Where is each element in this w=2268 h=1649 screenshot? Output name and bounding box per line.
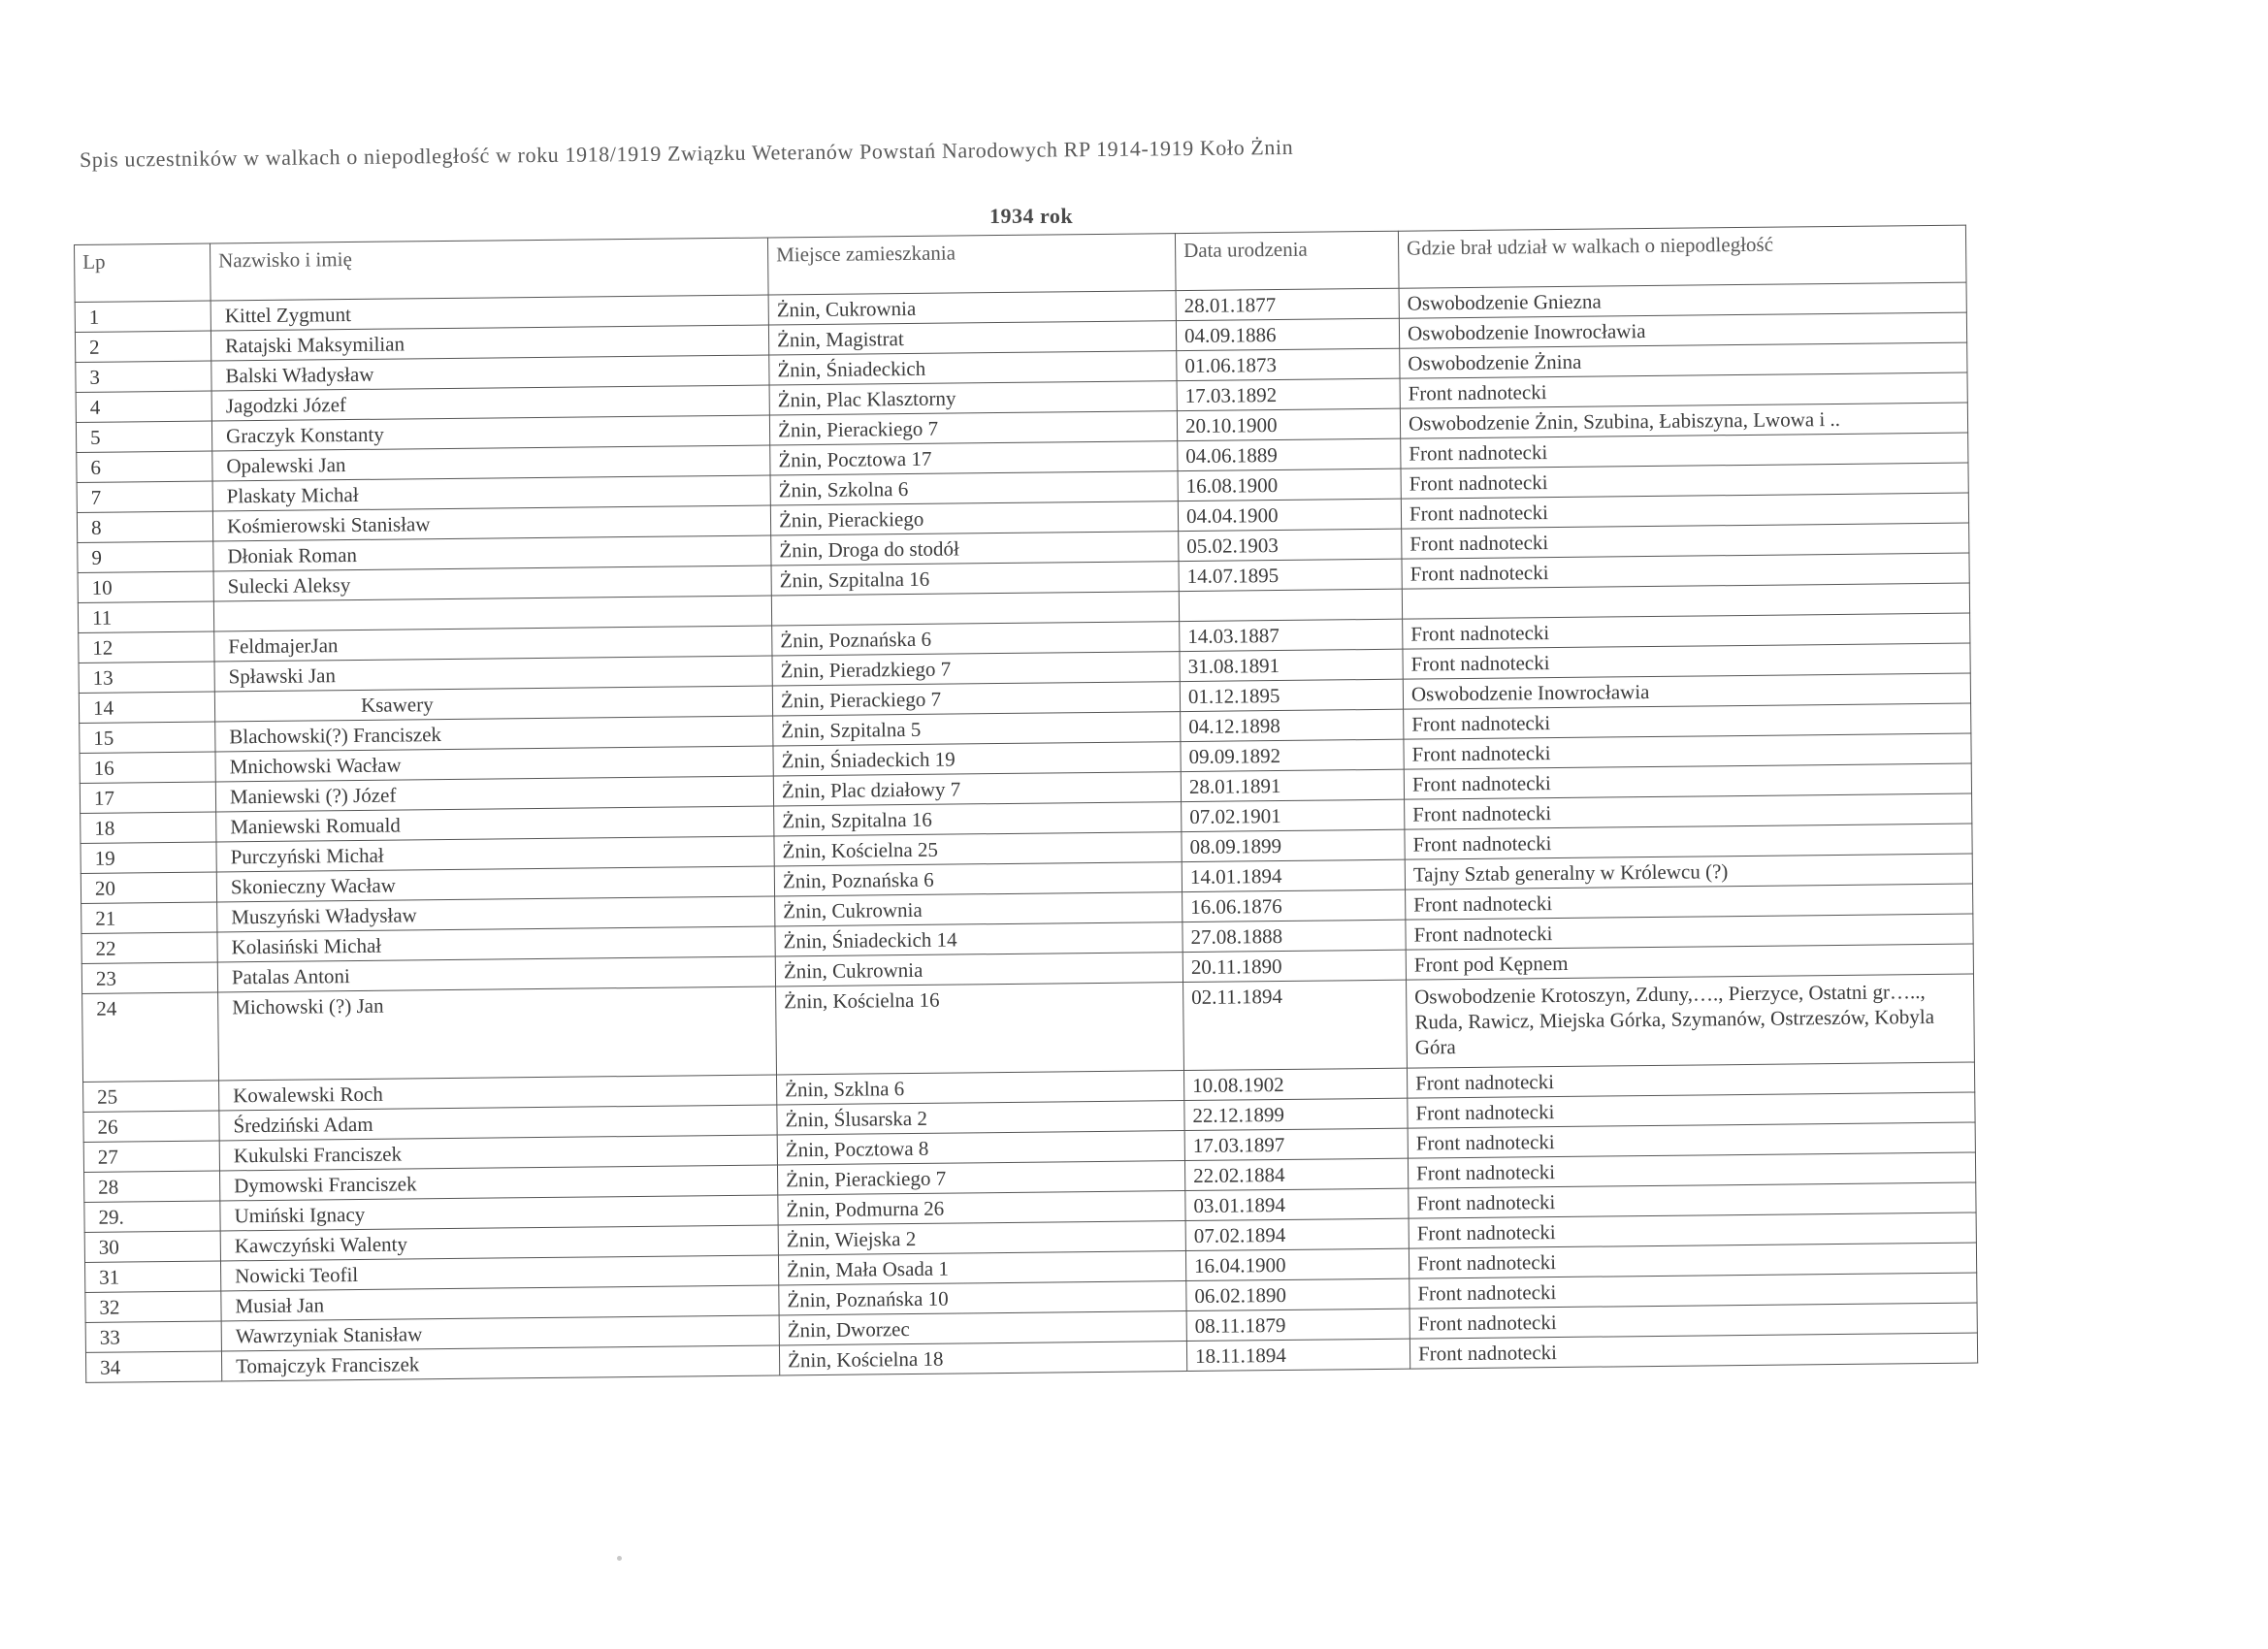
cell-name: Michowski (?) Jan <box>218 986 777 1081</box>
cell-battle-place: Front nadnotecki <box>1401 493 1968 529</box>
cell-address: Żnin, Mała Osada 1 <box>778 1251 1185 1285</box>
cell-lp: 2 <box>75 331 211 362</box>
cell-address: Żnin, Wiejska 2 <box>778 1221 1185 1255</box>
cell-address: Żnin, Pierackiego 7 <box>769 411 1177 445</box>
cell-battle-place: Front nadnotecki <box>1404 763 1971 799</box>
cell-birth-date: 05.02.1903 <box>1179 529 1402 561</box>
cell-name: Spławski Jan <box>214 656 772 692</box>
cell-battle-place: Front nadnotecki <box>1408 1122 1975 1158</box>
cell-birth-date: 16.06.1876 <box>1183 889 1406 922</box>
cell-name: Musiał Jan <box>221 1285 779 1321</box>
cell-address: Żnin, Szpitalna 5 <box>773 712 1181 746</box>
cell-lp: 7 <box>77 481 212 512</box>
cell-address: Żnin, Poznańska 10 <box>779 1281 1186 1315</box>
cell-lp: 29. <box>84 1201 220 1232</box>
header-birth-date: Data urodzenia <box>1175 231 1399 290</box>
cell-address: Żnin, Ślusarska 2 <box>777 1101 1184 1135</box>
cell-lp: 3 <box>76 361 211 392</box>
cell-name: Ratajski Maksymilian <box>211 325 768 361</box>
cell-address: Żnin, Poznańska 6 <box>774 862 1182 896</box>
participants-table <box>74 225 1978 1383</box>
cell-battle-place: Front nadnotecki <box>1408 1092 1975 1128</box>
cell-birth-date: 08.11.1879 <box>1186 1309 1409 1341</box>
participants-table-wrapper <box>74 225 1977 1383</box>
cell-address: Żnin, Poznańska 6 <box>772 622 1180 656</box>
cell-birth-date: 14.03.1887 <box>1180 619 1403 651</box>
cell-birth-date: 04.12.1898 <box>1181 709 1404 741</box>
cell-birth-date: 20.10.1900 <box>1177 408 1400 440</box>
cell-name: Tomajczyk Franciszek <box>221 1345 779 1381</box>
cell-birth-date: 09.09.1892 <box>1181 739 1404 771</box>
cell-birth-date: 16.04.1900 <box>1185 1248 1409 1280</box>
cell-battle-place: Tajny Sztab generalny w Królewcu (?) <box>1405 854 1972 889</box>
cell-lp: 10 <box>78 571 213 602</box>
cell-name: Opalewski Jan <box>212 445 770 481</box>
cell-address: Żnin, Droga do stodół <box>771 532 1179 566</box>
cell-lp: 15 <box>80 722 215 753</box>
cell-address: Żnin, Szpitalna 16 <box>774 802 1182 836</box>
cell-battle-place: Oswobodzenie Inowrocławia <box>1399 312 1966 348</box>
header-address: Miejsce zamieszkania <box>767 234 1176 295</box>
cell-birth-date: 14.07.1895 <box>1179 559 1402 591</box>
cell-name: Muszyński Władysław <box>217 896 775 932</box>
cell-lp: 23 <box>81 962 217 993</box>
cell-lp: 25 <box>83 1081 219 1112</box>
cell-battle-place: Front nadnotecki <box>1409 1273 1977 1309</box>
cell-battle-place: Front nadnotecki <box>1409 1243 1976 1278</box>
cell-name: Kittel Zygmunt <box>211 295 768 331</box>
cell-name: Ksawery <box>214 686 772 722</box>
cell-lp: 32 <box>85 1291 221 1322</box>
cell-address: Żnin, Magistrat <box>768 321 1176 355</box>
header-battle-place: Gdzie brał udział w walkach o niepodległość <box>1398 225 1966 288</box>
cell-battle-place: Oswobodzenie Inowrocławia <box>1403 673 1970 709</box>
cell-birth-date: 03.01.1894 <box>1185 1188 1409 1220</box>
cell-address: Żnin, Śniadeckich 14 <box>775 922 1183 956</box>
cell-lp: 14 <box>79 692 214 723</box>
cell-birth-date: 01.06.1873 <box>1177 348 1400 380</box>
cell-birth-date: 17.03.1897 <box>1184 1128 1408 1160</box>
cell-name: Mnichowski Wacław <box>215 746 773 782</box>
header-lp: Lp <box>75 243 211 302</box>
cell-address: Żnin, Cukrownia <box>768 291 1176 325</box>
cell-name: Kukulski Franciszek <box>219 1135 777 1171</box>
cell-address: Żnin, Pierackiego 7 <box>777 1161 1184 1195</box>
cell-name: Kolasiński Michał <box>217 926 775 962</box>
cell-birth-date: 04.06.1889 <box>1178 438 1401 470</box>
cell-lp: 17 <box>80 782 215 813</box>
cell-birth-date: 18.11.1894 <box>1186 1339 1409 1371</box>
cell-birth-date <box>1179 589 1402 621</box>
cell-birth-date: 22.12.1899 <box>1184 1098 1408 1130</box>
cell-name: Purczyński Michał <box>216 836 774 872</box>
cell-battle-place: Front nadnotecki <box>1401 433 1968 469</box>
cell-birth-date: 07.02.1894 <box>1185 1218 1409 1250</box>
cell-lp: 18 <box>81 812 216 843</box>
cell-birth-date: 08.09.1899 <box>1182 829 1405 861</box>
cell-address: Żnin, Kościelna 18 <box>779 1342 1186 1375</box>
cell-lp: 4 <box>76 391 211 422</box>
cell-battle-place: Front nadnotecki <box>1409 1303 1977 1339</box>
cell-address: Żnin, Szpitalna 16 <box>771 562 1179 596</box>
cell-name: Sulecki Aleksy <box>213 566 771 601</box>
cell-address: Żnin, Plac Klasztorny <box>769 381 1177 415</box>
cell-name: Średziński Adam <box>219 1105 777 1141</box>
cell-battle-place: Front nadnotecki <box>1401 463 1968 499</box>
cell-address: Żnin, Cukrownia <box>775 892 1183 926</box>
cell-birth-date: 28.01.1877 <box>1176 288 1399 320</box>
cell-lp: 22 <box>81 932 217 963</box>
cell-battle-place: Front nadnotecki <box>1404 703 1971 739</box>
cell-lp: 30 <box>84 1231 220 1262</box>
cell-lp: 9 <box>78 541 213 572</box>
cell-birth-date: 07.02.1901 <box>1182 799 1405 831</box>
cell-birth-date: 28.01.1891 <box>1181 769 1404 801</box>
cell-lp: 1 <box>75 301 211 332</box>
cell-battle-place: Front pod Kępnem <box>1406 944 1973 980</box>
cell-battle-place: Front nadnotecki <box>1408 1152 1975 1188</box>
cell-battle-place: Front nadnotecki <box>1409 1333 1977 1369</box>
cell-battle-place: Front nadnotecki <box>1409 1182 1976 1218</box>
cell-address: Żnin, Pieradzkiego 7 <box>772 652 1180 686</box>
year-heading: 1934 rok <box>989 204 1074 228</box>
cell-battle-place: Front nadnotecki <box>1400 372 1967 408</box>
cell-birth-date: 14.01.1894 <box>1182 859 1405 891</box>
cell-birth-date: 20.11.1890 <box>1183 950 1406 982</box>
cell-battle-place: Front nadnotecki <box>1404 733 1971 769</box>
cell-birth-date: 04.09.1886 <box>1176 318 1399 350</box>
cell-battle-place: Front nadnotecki <box>1403 643 1970 679</box>
cell-address: Żnin, Szklna 6 <box>777 1071 1184 1105</box>
cell-name: Skonieczny Wacław <box>216 866 774 902</box>
cell-name: Dymowski Franciszek <box>220 1165 778 1201</box>
cell-address: Żnin, Szkolna 6 <box>770 471 1178 505</box>
cell-lp: 5 <box>76 421 211 452</box>
cell-birth-date: 04.04.1900 <box>1178 499 1401 531</box>
cell-lp: 33 <box>85 1321 221 1352</box>
cell-address: Żnin, Pocztowa 17 <box>770 441 1178 475</box>
cell-birth-date: 10.08.1902 <box>1183 1068 1407 1100</box>
cell-name: Patalas Antoni <box>217 956 775 992</box>
paper-speck <box>617 1556 622 1561</box>
document-title: Spis uczestników w walkach o niepodległość w roku 1918/1919 Związku Weteranów Powstań Narodowych RP 1914-1919 Koło Żnin <box>79 134 1294 172</box>
cell-lp: 11 <box>78 601 213 632</box>
cell-name: Balski Władysław <box>211 355 769 391</box>
cell-battle-place: Front nadnotecki <box>1405 793 1972 829</box>
cell-address: Żnin, Kościelna 16 <box>776 983 1184 1075</box>
cell-address: Żnin, Pocztowa 8 <box>777 1131 1184 1165</box>
cell-name: Dłoniak Roman <box>213 535 771 571</box>
cell-lp: 6 <box>77 451 212 482</box>
cell-battle-place: Front nadnotecki <box>1402 523 1969 559</box>
cell-birth-date: 02.11.1894 <box>1183 980 1408 1070</box>
cell-name: Nowicki Teofil <box>220 1255 778 1291</box>
cell-birth-date: 01.12.1895 <box>1180 679 1403 711</box>
cell-lp: 19 <box>81 842 216 873</box>
cell-address: Żnin, Pierackiego 7 <box>772 682 1180 716</box>
cell-lp: 26 <box>83 1111 219 1142</box>
cell-lp: 27 <box>83 1141 219 1172</box>
cell-battle-place: Front nadnotecki <box>1402 553 1969 589</box>
cell-name: Umiński Ignacy <box>220 1195 778 1231</box>
cell-battle-place: Front nadnotecki <box>1403 613 1970 649</box>
cell-address: Żnin, Dworzec <box>779 1311 1186 1345</box>
cell-name: Maniewski (?) Józef <box>215 776 773 812</box>
cell-name: Kowalewski Roch <box>219 1075 777 1111</box>
cell-address: Żnin, Śniadeckich 19 <box>773 742 1181 776</box>
cell-lp: 28 <box>84 1171 220 1202</box>
cell-name: Graczyk Konstanty <box>211 415 769 451</box>
cell-birth-date: 22.02.1884 <box>1184 1158 1408 1190</box>
cell-lp: 8 <box>77 511 212 542</box>
cell-address: Żnin, Śniadeckich <box>769 351 1177 385</box>
cell-birth-date: 06.02.1890 <box>1186 1278 1409 1310</box>
cell-lp: 34 <box>85 1351 221 1382</box>
cell-lp: 16 <box>80 752 215 783</box>
cell-battle-place: Front nadnotecki <box>1407 1062 1974 1098</box>
cell-lp: 20 <box>81 872 216 903</box>
cell-lp: 13 <box>79 662 214 693</box>
cell-birth-date: 17.03.1892 <box>1177 378 1400 410</box>
cell-name: FeldmajerJan <box>214 626 772 662</box>
cell-address: Żnin, Kościelna 25 <box>774 832 1182 866</box>
cell-name: Kawczyński Walenty <box>220 1225 778 1261</box>
cell-address: Żnin, Podmurna 26 <box>778 1191 1185 1225</box>
cell-address: Żnin, Pierackiego <box>770 501 1178 535</box>
cell-address: Żnin, Cukrownia <box>775 953 1183 986</box>
cell-battle-place: Front nadnotecki <box>1405 824 1972 859</box>
cell-battle-place: Front nadnotecki <box>1406 914 1973 950</box>
cell-battle-place: Oswobodzenie Gniezna <box>1399 282 1966 318</box>
cell-battle-place: Oswobodzenie Żnina <box>1400 342 1967 378</box>
cell-name: Plaskaty Michał <box>212 475 770 511</box>
cell-name: Kośmierowski Stanisław <box>212 505 770 541</box>
cell-battle-place: Oswobodzenie Żnin, Szubina, Łabiszyna, Lwowa i .. <box>1400 403 1967 438</box>
cell-battle-place: Front nadnotecki <box>1409 1212 1976 1248</box>
cell-birth-date: 16.08.1900 <box>1178 469 1401 501</box>
cell-battle-place: Oswobodzenie Krotoszyn, Zduny,…., Pierzyce, Ostatni gr….., Ruda, Rawicz, Miejska Górka, Szymanów, Ostrzeszów, Kobyla Góra <box>1407 974 1975 1068</box>
cell-lp: 21 <box>81 902 217 933</box>
cell-lp: 12 <box>79 631 214 663</box>
cell-address <box>771 592 1179 626</box>
cell-lp: 24 <box>82 992 219 1082</box>
cell-address: Żnin, Plac działowy 7 <box>773 772 1181 806</box>
cell-battle-place: Front nadnotecki <box>1406 884 1973 920</box>
cell-name: Blachowski(?) Franciszek <box>215 716 773 752</box>
cell-name: Maniewski Romuald <box>216 806 774 842</box>
table-body <box>75 282 1978 1382</box>
cell-lp: 31 <box>84 1261 220 1292</box>
cell-birth-date: 31.08.1891 <box>1180 649 1403 681</box>
cell-name: Wawrzyniak Stanisław <box>221 1315 779 1351</box>
header-name: Nazwisko i imię <box>210 238 768 301</box>
cell-name: Jagodzki Józef <box>211 385 769 421</box>
cell-birth-date: 27.08.1888 <box>1183 920 1406 952</box>
